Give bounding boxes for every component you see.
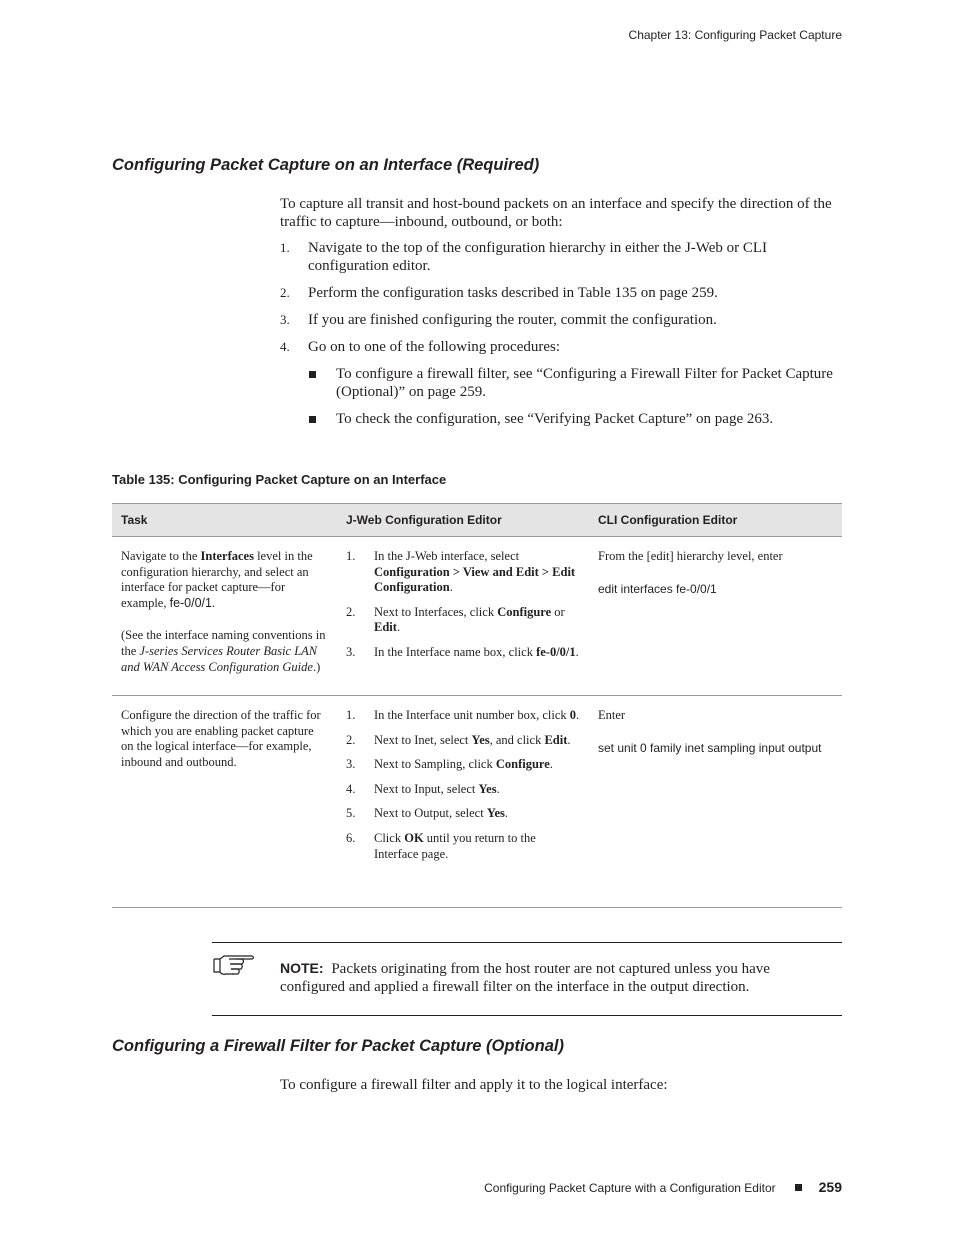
step-text: Navigate to the top of the configuration hierarchy in either the J-Web or CLI configuration editor. <box>308 240 768 274</box>
note-box <box>212 942 842 1016</box>
column-header-task: Task <box>112 504 337 537</box>
section-title-firewall-filter: Configuring a Firewall Filter for Packet Capture (Optional) <box>112 1037 564 1055</box>
task-cell: Navigate to the Interfaces level in the configuration hierarchy, and select an interface for packet capture—for example, fe-0/0/1. (See the interface naming conventions in the J-series Services Router Basic LAN and WAN Access Configuration Guide.) <box>112 537 337 696</box>
bullet-text: To check the configuration, see “Verifying Packet Capture” on page 263. <box>336 411 774 427</box>
config-table <box>112 503 842 908</box>
list-item: 6. Click OK until you return to the Interface page. <box>346 830 536 861</box>
note-label: NOTE: <box>280 960 324 976</box>
footer-square-icon <box>795 1184 802 1191</box>
list-item: 5. Next to Output, select Yes. <box>346 806 509 821</box>
cli-command: edit interfaces fe-0/0/1 <box>598 581 717 596</box>
step-item <box>280 239 842 275</box>
pointing-hand-icon <box>212 953 256 982</box>
table-row <box>112 537 842 696</box>
table-row <box>112 696 842 908</box>
jweb-cell <box>337 537 589 696</box>
note-text: NOTE: Packets originating from the host router are not captured unless you have configured and applied a firewall filter on the interface in the output direction. <box>280 960 770 995</box>
cli-cell: Enter set unit 0 family inet sampling input output <box>589 696 842 908</box>
bullet-square-icon <box>309 371 316 378</box>
procedure-steps <box>280 239 842 437</box>
running-header: Chapter 13: Configuring Packet Capture <box>628 28 842 42</box>
bullet-item <box>280 365 842 401</box>
section2-intro: To configure a firewall filter and apply it to the logical interface: <box>280 1077 668 1093</box>
step-text: Go on to one of the following procedures: <box>308 339 561 355</box>
list-item: 4. Next to Input, select Yes. <box>346 781 500 796</box>
list-item: 1. In the Interface unit number box, click 0. <box>346 708 580 722</box>
cli-cell: From the [edit] hierarchy level, enter edit interfaces fe-0/0/1 <box>589 537 842 696</box>
bullet-item <box>280 410 842 428</box>
step-item <box>280 311 842 329</box>
step-number: 1. <box>280 240 290 255</box>
table-caption: Table 135: Configuring Packet Capture on an Interface <box>112 472 447 487</box>
table-header-row <box>112 504 842 537</box>
step-item <box>280 338 842 356</box>
column-header-jweb: J-Web Configuration Editor <box>337 504 589 537</box>
list-item: 3. In the Interface name box, click fe-0/0/1. <box>346 644 579 659</box>
step-number: 3. <box>280 312 290 327</box>
section-title-packet-capture-interface: Configuring Packet Capture on an Interface (Required) <box>112 156 540 174</box>
cli-command: set unit 0 family inet sampling input output <box>598 740 822 755</box>
step-text: Perform the configuration tasks described in Table 135 on page 259. <box>308 285 718 301</box>
page-footer <box>0 1179 842 1195</box>
list-item: 3. Next to Sampling, click Configure. <box>346 757 553 772</box>
footer-title: Configuring Packet Capture with a Configuration Editor <box>484 1181 776 1195</box>
bullet-square-icon <box>309 416 316 423</box>
column-header-cli: CLI Configuration Editor <box>589 504 842 537</box>
list-item: 1. In the J-Web interface, select Configuration > View and Edit > Edit Configuration. <box>346 549 576 595</box>
list-item: 2. Next to Inet, select Yes, and click Edit. <box>346 732 571 747</box>
step-number: 2. <box>280 285 290 300</box>
jweb-cell <box>337 696 589 908</box>
bullet-text: To configure a firewall filter, see “Configuring a Firewall Filter for Packet Capture (Optional)” on page 259. <box>336 366 833 400</box>
list-item: 2. Next to Interfaces, click Configure or Edit. <box>346 604 565 635</box>
page-number: 259 <box>818 1179 842 1195</box>
task-cell: Configure the direction of the traffic for which you are enabling packet capture on the logical interface—for example, inbound and outbound. <box>112 696 337 908</box>
step-number: 4. <box>280 339 290 354</box>
section-intro: To capture all transit and host-bound packets on an interface and specify the direction of the traffic to capture—inbound, outbound, or both: <box>280 196 832 230</box>
step-text: If you are finished configuring the router, commit the configuration. <box>308 312 717 328</box>
step-item <box>280 284 842 302</box>
